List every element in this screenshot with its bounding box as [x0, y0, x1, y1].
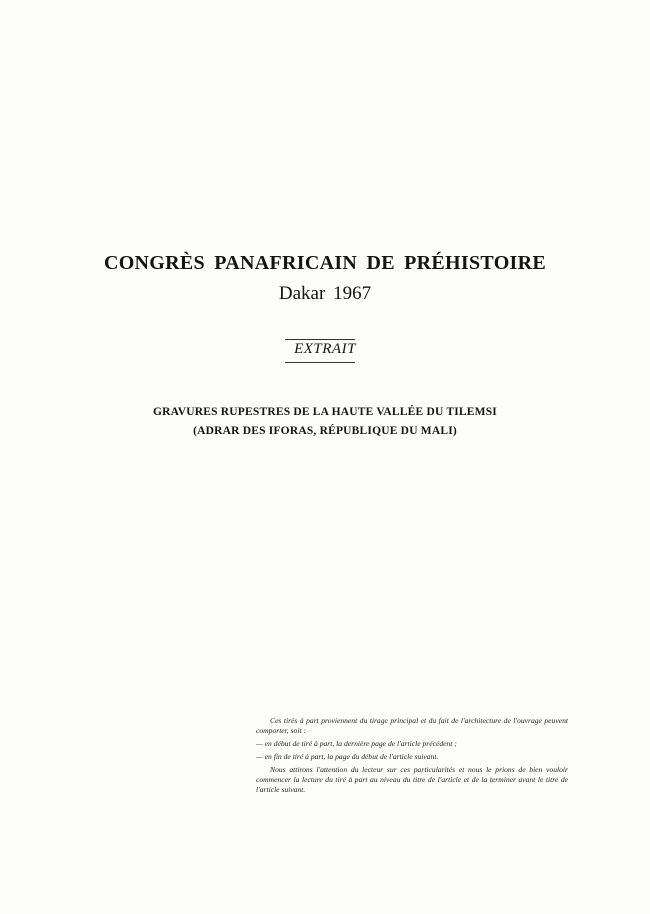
extrait-rule-top [285, 339, 355, 340]
notice-closing: Nous attirons l'attention du lecteur sur ces particularités et nous le prions de bien vouloir commencer la lecture du tiré à part au niveau du titre de l'article et de la terminer avant le titre de l'article suivant. [256, 765, 568, 794]
article-title-line-1: GRAVURES RUPESTRES DE LA HAUTE VALLÉE DU TILEMSI [153, 406, 497, 418]
notice-item-2: — en fin de tiré à part, la page du début de l'article suivant. [256, 752, 439, 761]
offprint-notice [256, 716, 568, 798]
extrait-label: EXTRAIT [294, 341, 356, 357]
notice-intro: Ces tirés à part proviennent du tirage principal et du fait de l'architecture de l'ouvrage peuvent comporter, soit : [256, 716, 568, 735]
extrait-rule-bottom [285, 362, 355, 363]
article-title [0, 403, 650, 441]
congress-title: CONGRÈS PANAFRICAIN DE PRÉHISTOIRE [103, 252, 547, 274]
notice-item-1: — en début de tiré à part, la dernière page de l'article précédent ; [256, 739, 457, 748]
article-title-line-2: (ADRAR DES IFORAS, RÉPUBLIQUE DU MALI) [193, 425, 457, 437]
congress-location-year: Dakar 1967 [278, 283, 372, 304]
